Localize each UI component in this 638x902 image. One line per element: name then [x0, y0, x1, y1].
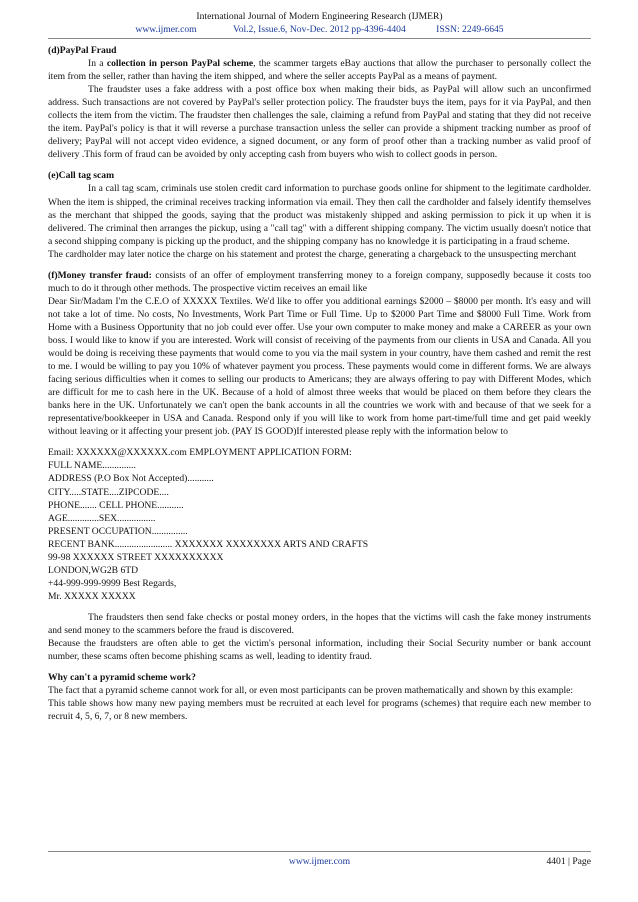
- section-heading-pyramid: Why can't a pyramid scheme work?: [48, 672, 196, 684]
- page-number: 4401 | Page: [546, 856, 591, 867]
- header-rule: [48, 38, 591, 39]
- section-heading-calltag: (e)Call tag scam: [48, 170, 115, 182]
- form-line: +44-999-999-9999 Best Regards,: [48, 577, 177, 589]
- journal-title: International Journal of Modern Engineering Research (IJMER): [196, 11, 443, 22]
- paragraph: [48, 269, 591, 295]
- text-run: In a: [88, 58, 107, 70]
- journal-header: [48, 10, 591, 39]
- paragraph: Because the fraudsters are often able to get the victim's personal information, including their Social Security number or bank account number, these scams often become phishing scams as well, leading to identity fraud.: [48, 638, 591, 663]
- page: [48, 10, 591, 723]
- paragraph: Dear Sir/Madam I'm the C.E.O of XXXXX Textiles. We'd like to offer you additional earnings $2000 – $8000 per month. It's easy and will not take a lot of time. No costs, No Investments, Work Part Time or Full Time. Up to $2000 Part Time and $8000 Full Time. Work from Home with a Business Opportunity that no job could ever offer. Use your own computer to make money and make a CAREER as your own boss. I would like to know if you are interested. Work will consist of receiving of the payments from our clients in USA and Canada. All you would be doing is receiving these payments that would come to you via the mail system in your country, have them cashed and remit the rest to me. I would be willing to pay you 10% of whatever payment you process. These payments would come in different forms. We are always facing serious difficulties when it comes to selling our products to Americans; they are always offering to pay with Different Modes, which are difficult for me to cash here in the UK. Because of a hold of almost three weeks that would be placed on them before they clears the banks here in the UK. Unfortunately we can't open the bank accounts in all the countries we work with and because of that we seek for a representative/bookkeeper in USA and Canada. Respond only if you will like to work from home part-time/full time and get paid weekly without leaving or it affecting your present job. (PAY IS GOOD)If interested please reply with the information below to: [48, 295, 591, 438]
- paragraph: The fact that a pyramid scheme cannot work for all, or even most participants can be proven mathematically and shown by this example:: [48, 685, 574, 697]
- paragraph: The fraudster uses a fake address with a post office box when making their bids, as PayPal will allow such an unconfirmed address. Such transactions are not covered by PayPal's seller protection policy. The fraudster buys the item, pays for it via PayPal, and then collects the item from the victim. The fraudster then challenges the sale, claiming a refund from PayPal and stating that they did not receive the item. PayPal's policy is that it will reverse a purchase transaction unless the seller can provide a shipment tracking number as proof of delivery; PayPal will not accept video evidence, a signed document, or any form of proof other than a tracking number as valid proof of delivery .This form of fraud can be avoided by only accepting cash from buyers who wish to collect goods in person.: [48, 84, 591, 161]
- form-line: ADDRESS (P.O Box Not Accepted)...........: [48, 473, 214, 485]
- form-line: LONDON,WG2B 6TD: [48, 564, 139, 576]
- paragraph: In a call tag scam, criminals use stolen credit card information to purchase goods online for shipment to the legitimate cardholder. When the item is shipped, the criminal receives tracking information via email. They then call the cardholder and falsely identify themselves as the merchant that shipped the goods, saying that the product was mistakenly shipped and asking permission to pick it up when it is delivered. The criminal then arranges the pickup, using a "call tag" with a different shipping company. The victim usually doesn't notice that a second shipping company is picking up the product, and the shipping company has no knowledge it is participating in a fraud scheme.: [48, 183, 591, 247]
- form-line: PRESENT OCCUPATION...............: [48, 525, 188, 537]
- form-line: Mr. XXXXX XXXXX: [48, 590, 136, 602]
- page-footer: [48, 851, 591, 867]
- footer-rule: [48, 851, 591, 852]
- form-line: AGE.............SEX................: [48, 512, 156, 524]
- article-body: [48, 44, 591, 723]
- application-form: [48, 446, 591, 603]
- journal-issn: ISSN: 2249-6645: [436, 24, 504, 35]
- form-line: CITY.....STATE....ZIPCODE....: [48, 486, 169, 498]
- form-line: RECENT BANK........................ XXXXXXX XXXXXXXX ARTS AND CRAFTS: [48, 538, 369, 550]
- form-line: Email: XXXXXX@XXXXXX.com EMPLOYMENT APPLICATION FORM:: [48, 447, 352, 459]
- paragraph: [48, 57, 591, 83]
- form-line: FULL NAME..............: [48, 460, 136, 472]
- journal-volume: Vol.2, Issue.6, Nov-Dec. 2012 pp-4396-4404: [233, 24, 406, 35]
- footer-url[interactable]: www.ijmer.com: [288, 856, 351, 867]
- text-run: consists of an offer of employment transferring money to a foreign company, supposedly because it costs too much to do it through other methods. The prospective victim receives an email like: [48, 269, 591, 294]
- paragraph: The fraudsters then send fake checks or postal money orders, in the hopes that the victims will cash the fake money instruments and send money to the scammers before the fraud is discovered.: [48, 611, 591, 636]
- section-heading-paypal: (d)PayPal Fraud: [48, 45, 117, 56]
- section-heading-money: (f)Money transfer fraud:: [48, 269, 152, 281]
- paragraph: The cardholder may later notice the charge on his statement and protest the charge, generating a chargeback to the unsuspecting merchant: [48, 248, 577, 260]
- journal-url[interactable]: www.ijmer.com: [135, 24, 197, 35]
- text-run: , the scammer targets eBay auctions that allow the purchaser to personally collect the item from the seller, rather than having the item shipped, and where the seller accepts PayPal as a means of payment.: [48, 58, 592, 83]
- form-line: PHONE....... CELL PHONE...........: [48, 499, 184, 511]
- bold-term: collection in person PayPal scheme: [106, 58, 254, 70]
- journal-meta: [48, 23, 591, 36]
- paragraph: This table shows how many new paying members must be recruited at each level for programs (schemes) that require each new member to recruit 4, 5, 6, 7, or 8 new members.: [48, 698, 591, 723]
- form-line: 99-98 XXXXXX STREET XXXXXXXXXX: [48, 551, 224, 563]
